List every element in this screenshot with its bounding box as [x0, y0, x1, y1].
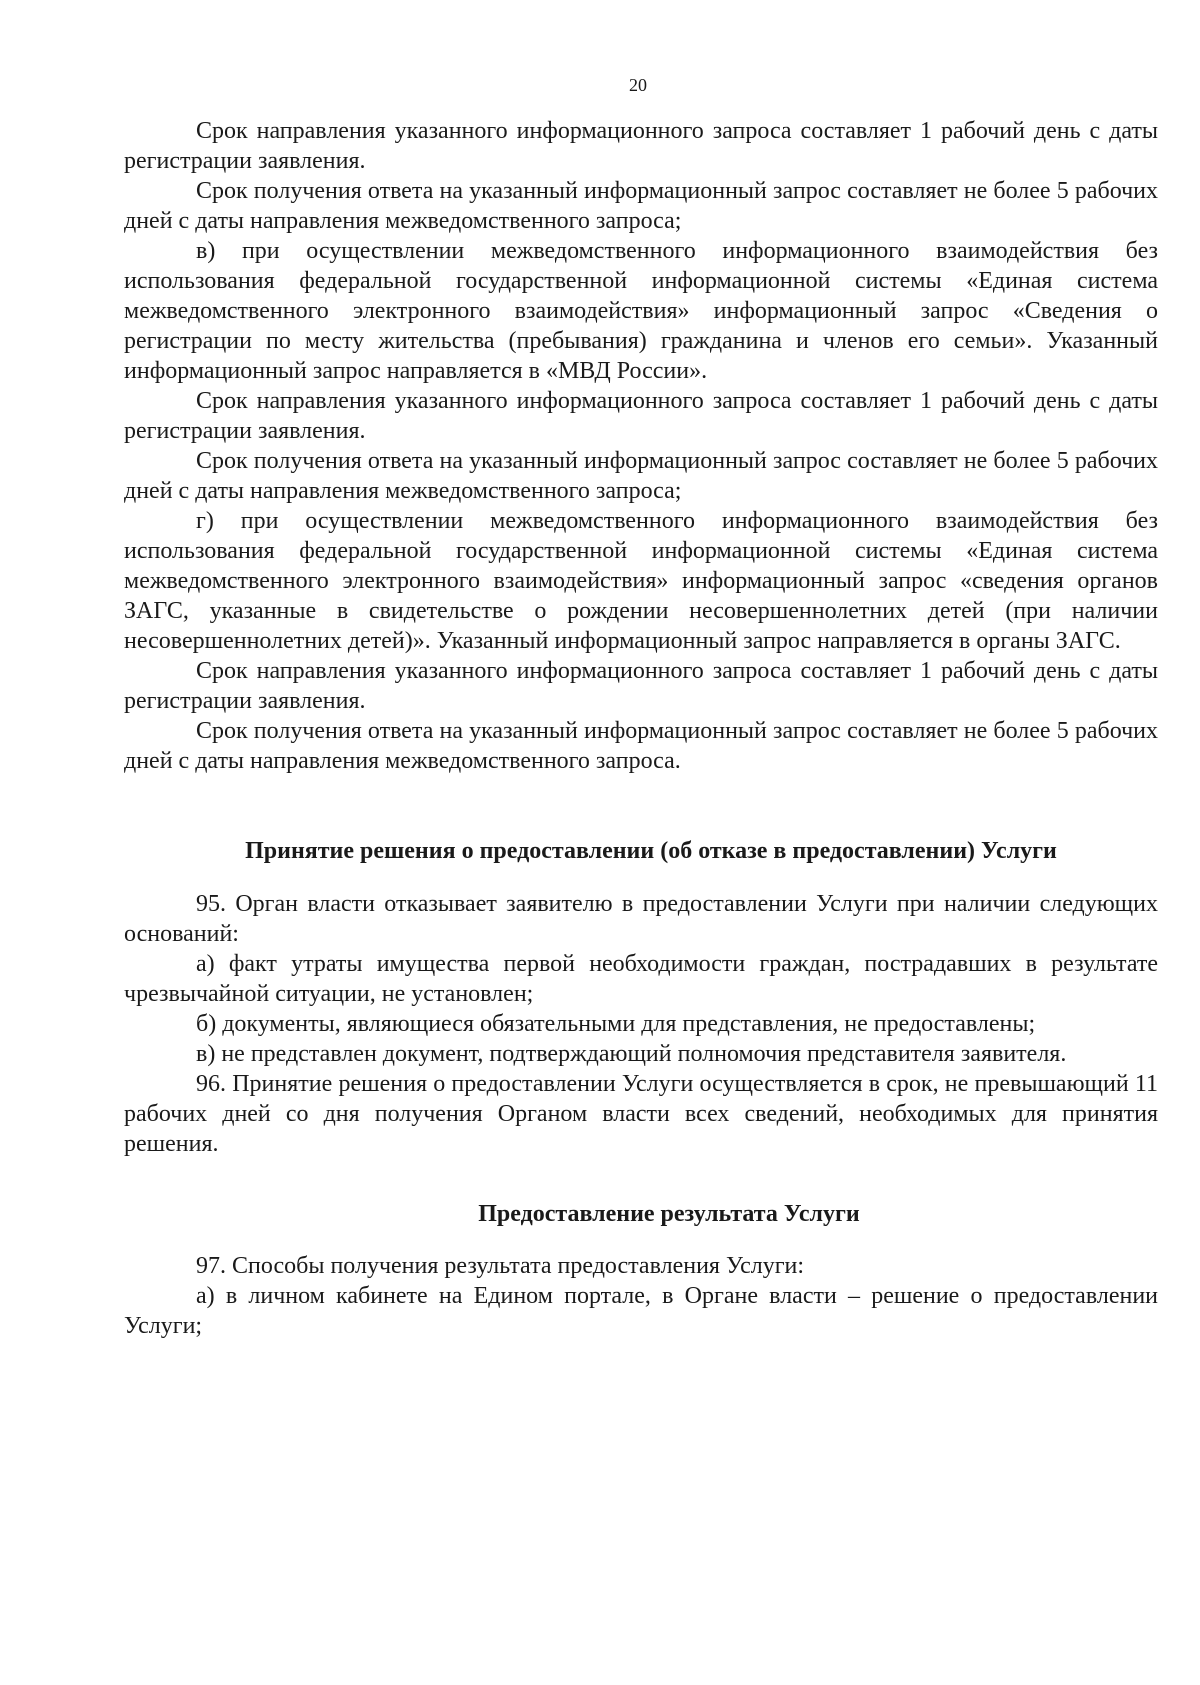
page-number: 20 [629, 75, 647, 95]
paragraph: Срок получения ответа на указанный информационный запрос составляет не более 5 рабочих дней с даты направления межведомственного запроса; [124, 448, 1158, 504]
paragraph: 96. Принятие решения о предоставлении Услуги осуществляется в срок, не превышающий 11 рабочих дней со дня получения Органом власти всех сведений, необходимых для принятия решения. [124, 1071, 1158, 1157]
paragraph: Срок получения ответа на указанный информационный запрос составляет не более 5 рабочих дней с даты направления межведомственного запроса; [124, 178, 1158, 234]
paragraph: а) в личном кабинете на Едином портале, в Органе власти – решение о предоставлении Услуги; [124, 1283, 1158, 1339]
paragraph: б) документы, являющиеся обязательными для представления, не предоставлены; [196, 1011, 1036, 1037]
paragraph: 97. Способы получения результата предоставления Услуги: [196, 1253, 805, 1279]
paragraph: в) при осуществлении межведомственного информационного взаимодействия без использования федеральной государственной информационной системы «Единая система межведомственного электронного взаимодействия» информационный запрос «Сведения о регистрации по месту жительства (пребывания) гражданина и членов его семьи». Указанный информационный запрос направляется в «МВД России». [124, 238, 1158, 384]
section-heading-decision: Принятие решения о предоставлении (об отказе в предоставлении) Услуги [245, 838, 1057, 864]
paragraph: а) факт утраты имущества первой необходимости граждан, пострадавших в результате чрезвычайной ситуации, не установлен; [124, 951, 1158, 1007]
paragraph: г) при осуществлении межведомственного информационного взаимодействия без использования федеральной государственной информационной системы «Единая система межведомственного электронного взаимодействия» информационный запрос «сведения органов ЗАГС, указанные в свидетельстве о рождении несовершеннолетних детей (при наличии несовершеннолетних детей)». Указанный информационный запрос направляется в органы ЗАГС. [124, 508, 1158, 654]
paragraph: Срок направления указанного информационного запроса составляет 1 рабочий день с даты регистрации заявления. [124, 388, 1158, 444]
paragraph: Срок направления указанного информационного запроса составляет 1 рабочий день с даты регистрации заявления. [124, 118, 1158, 174]
paragraph: Срок направления указанного информационного запроса составляет 1 рабочий день с даты регистрации заявления. [124, 658, 1158, 714]
document-body [124, 116, 1158, 1341]
section-result [124, 1251, 1158, 1341]
section-heading-result: Предоставление результата Услуги [478, 1201, 860, 1227]
paragraph: в) не представлен документ, подтверждающий полномочия представителя заявителя. [196, 1041, 1067, 1067]
paragraph: 95. Орган власти отказывает заявителю в предоставлении Услуги при наличии следующих оснований: [124, 891, 1158, 947]
paragraph: Срок получения ответа на указанный информационный запрос составляет не более 5 рабочих дней с даты направления межведомственного запроса. [124, 718, 1158, 774]
section-interagency-requests [124, 116, 1158, 776]
section-decision [124, 889, 1158, 1159]
